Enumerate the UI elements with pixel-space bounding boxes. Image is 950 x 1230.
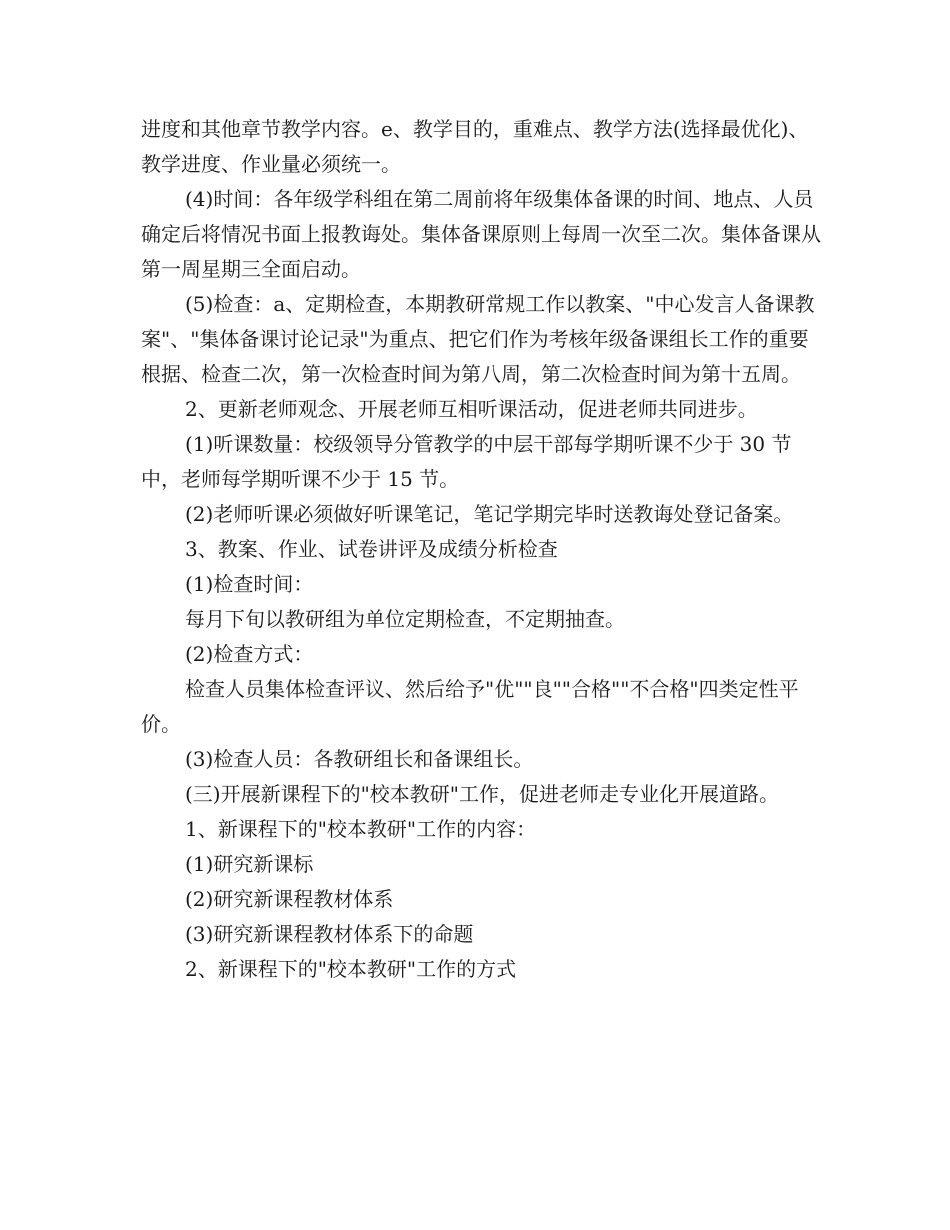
body-paragraph: (4)时间：各年级学科组在第二周前将年级集体备课的时间、地点、人员确定后将情况书面上报教诲处。集体备课原则上每周一次至二次。集体备课从第一周星期三全面启动。 xyxy=(141,187,821,281)
body-paragraph: 每月下旬以教研组为单位定期检查，不定期抽查。 xyxy=(185,607,625,631)
body-paragraph: (1)研究新课标 xyxy=(185,852,314,876)
body-paragraph: (2)检查方式： xyxy=(185,642,314,666)
body-paragraph: (5)检查：a、定期检查，本期教研常规工作以教案、"中心发言人备课教案"、"集体备课讨论记录"为重点、把它们作为考核年级备课组长工作的重要根据、检查二次，第一次检查时间为第八周，第二次检查时间为第十五周。 xyxy=(141,292,815,386)
body-paragraph: (1)检查时间： xyxy=(185,572,314,596)
body-paragraph: (3)研究新课程教材体系下的命题 xyxy=(185,922,474,946)
body-paragraph: 进度和其他章节教学内容。e、教学目的，重难点、教学方法(选择最优化)、教学进度、作业量必须统一。 xyxy=(141,117,809,176)
body-paragraph: (2)老师听课必须做好听课笔记，笔记学期完毕时送教诲处登记备案。 xyxy=(185,502,794,526)
body-paragraph: (三)开展新课程下的"校本教研"工作，促进老师走专业化开展道路。 xyxy=(185,782,780,806)
body-paragraph: 检查人员集体检查评议、然后给予"优""良""合格""不合格"四类定性平价。 xyxy=(141,677,799,736)
body-paragraph: (2)研究新课程教材体系 xyxy=(185,887,394,911)
body-paragraph: (3)检查人员：各教研组长和备课组长。 xyxy=(185,747,534,771)
body-paragraph: (1)听课数量：校级领导分管教学的中层干部每学期听课不少于 30 节中，老师每学期听课不少于 15 节。 xyxy=(141,432,792,491)
body-paragraph: 2、新课程下的"校本教研"工作的方式 xyxy=(185,957,517,981)
body-paragraph: 1、新课程下的"校本教研"工作的内容： xyxy=(185,817,537,841)
body-paragraph: 3、教案、作业、试卷讲评及成绩分析检查 xyxy=(185,537,558,561)
body-paragraph: 2、更新老师观念、开展老师互相听课活动，促进老师共同进步。 xyxy=(185,397,758,421)
document-body xyxy=(141,112,821,987)
